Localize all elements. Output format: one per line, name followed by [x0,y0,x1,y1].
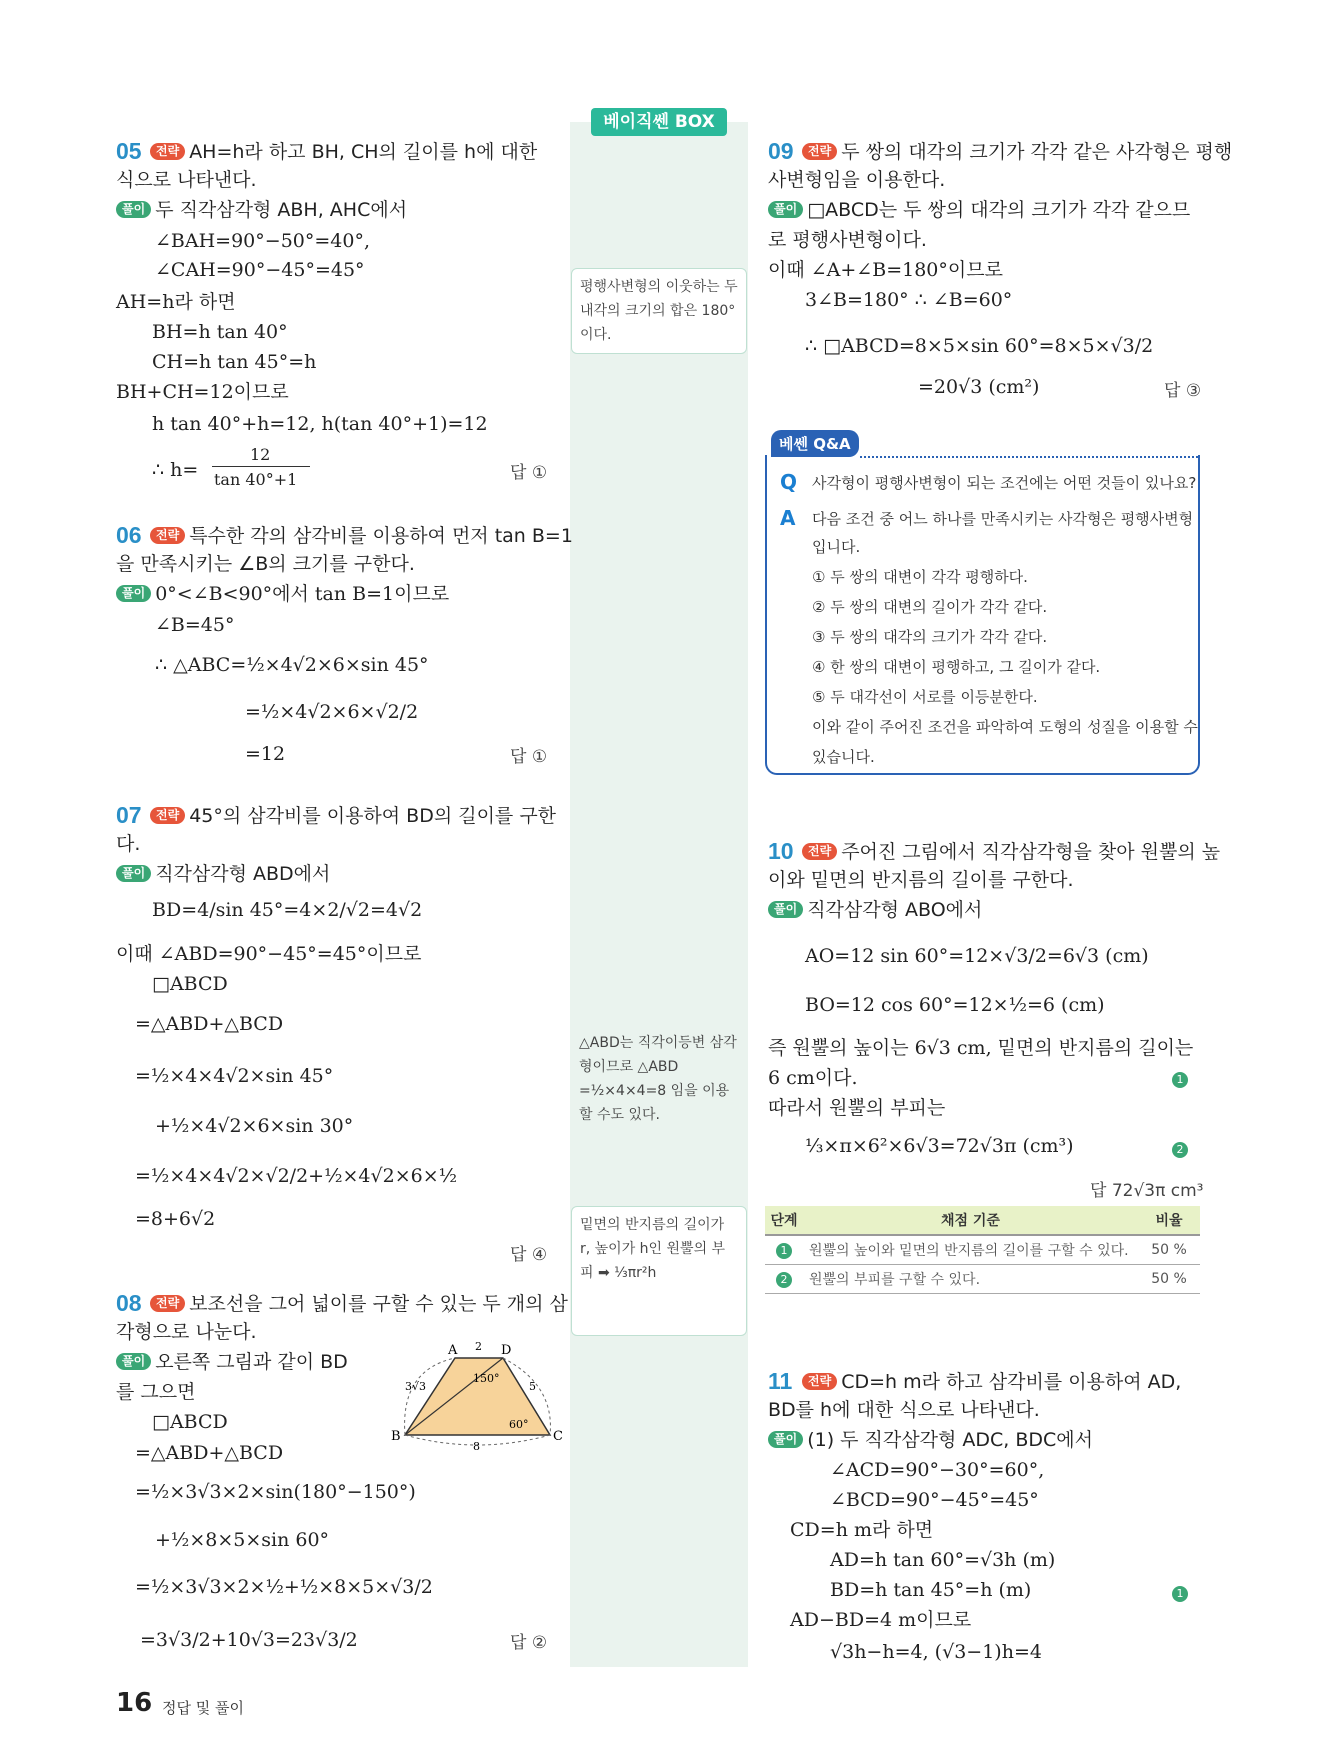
label-5: 5 [529,1380,536,1393]
fraction-denominator: tan 40°+1 [214,470,298,489]
solution-line: h tan 40°+h=12, h(tan 40°+1)=12 [152,413,488,435]
solution-line: CH=h tan 45°=h [152,351,317,373]
label-8: 8 [473,1440,480,1453]
strategy-badge: 전략 [150,1295,185,1312]
answer-mark: 답 ① [510,747,548,767]
strategy-text: 전략 특수한 각의 삼각비를 이용하여 먼저 tan B=1 [150,524,573,548]
qa-title-rule [860,456,1198,458]
solution-line: 3∠B=180° ∴ ∠B=60° [805,289,1013,311]
grading-header-row [765,1206,1200,1235]
qa-answer-intro: 다음 조건 중 어느 하나를 만족시키는 사각형은 평행사변형 [812,510,1194,528]
solution-line: ∴ △ABC=½×4√2×6×sin 45° [155,654,429,676]
solution-line: =½×4×4√2×sin 45° [135,1065,334,1087]
question-icon: Q [780,470,798,494]
qa-outro: 이와 같이 주어진 조건을 파악하여 도형의 성질을 이용할 수 [812,718,1198,736]
strategy-line-2: 을 만족시키는 ∠B의 크기를 구한다. [116,553,415,575]
strategy-line-2: 식으로 나타낸다. [116,169,257,191]
solution-line: 이때 ∠A+∠B=180°이므로 [768,259,1003,281]
solution-line: ∠B=45° [155,614,235,636]
solution-line: 풀이 오른쪽 그림과 같이 BD [116,1350,348,1374]
solution-badge: 풀이 [768,201,803,218]
basic-box-title: 베이직쎈 BOX [591,108,727,136]
problem-number: 10 [768,838,794,864]
solution-line: =½×4×4√2×√2/2+½×4√2×6×½ [135,1165,458,1187]
strategy-line-2: 다. [116,833,141,855]
solution-line: □ABCD [152,973,228,995]
solution-line: =△ABD+△BCD [135,1013,284,1035]
problem-number: 07 [116,802,142,828]
solution-line: ∠CAH=90°−45°=45° [155,259,365,281]
strategy-line-2: 사변형임을 이용한다. [768,169,946,191]
solution-line: =8+6√2 [135,1208,216,1230]
grading-criterion: 원뿔의 부피를 구할 수 있다. [803,1265,1138,1294]
solution-line: =△ABD+△BCD [135,1442,284,1464]
strategy-text: 전략 주어진 그림에서 직각삼각형을 찾아 원뿔의 높 [802,840,1220,864]
qa-item: ③ 두 쌍의 대각의 크기가 각각 같다. [812,628,1048,646]
step-icon: 1 [776,1243,792,1259]
solution-line: ∠BAH=90°−50°=40°, [155,230,371,252]
strategy-line-2: 이와 밑면의 반지름의 길이를 구한다. [768,869,1074,891]
strategy-line-2: 각형으로 나눈다. [116,1321,257,1343]
qa-item: ④ 한 쌍의 대변이 평행하고, 그 길이가 같다. [812,658,1101,676]
qa-answer-intro-2: 입니다. [812,538,861,556]
strategy-badge: 전략 [150,527,185,544]
strategy-badge: 전략 [802,143,837,160]
table-row [765,1265,1200,1294]
strategy-text: 전략 두 쌍의 대각의 크기가 각각 같은 사각형은 평행 [802,140,1232,164]
side-note-cone-volume: 밑면의 반지름의 길이가 r, 높이가 h인 원뿔의 부피 ➡ ⅓πr²h [571,1206,747,1336]
solution-line: 이때 ∠ABD=90°−45°=45°이므로 [116,943,422,965]
qa-outro-2: 있습니다. [812,748,875,766]
solution-line: 따라서 원뿔의 부피는 [768,1097,946,1119]
strategy-text [150,140,537,164]
solution-badge: 풀이 [116,865,151,882]
solution-line: ∠ACD=90°−30°=60°, [830,1459,1045,1481]
strategy-badge: 전략 [802,1373,837,1390]
solution-line: 풀이 직각삼각형 ABD에서 [116,862,330,886]
grading-ratio: 50 % [1138,1265,1200,1294]
solution-line: =3√3/2+10√3=23√3/2 [140,1629,358,1651]
solution-line: =12 [245,743,286,765]
problem-number: 06 [116,522,142,548]
label-c: C [553,1429,563,1444]
qa-question: 사각형이 평행사변형이 되는 조건에는 어떤 것들이 있나요? [812,474,1197,492]
solution-line: AH=h라 하면 [116,291,236,313]
solution-line: AO=12 sin 60°=12×√3/2=6√3 (cm) [805,945,1149,967]
quadrilateral-figure [385,1340,563,1453]
answer-icon: A [780,506,796,530]
label-60: 60° [509,1418,529,1431]
label-150: 150° [473,1372,500,1385]
qa-item: ① 두 쌍의 대변이 각각 평행하다. [812,568,1028,586]
solution-line: =20√3 (cm²) [918,376,1040,398]
solution-line: ∴ h= [152,459,199,481]
solution-line: ∠BCD=90°−45°=45° [830,1489,1039,1511]
fraction-numerator: 12 [250,445,271,464]
label-2: 2 [475,1340,482,1353]
answer-mark: 답 ③ [1164,381,1202,401]
strategy-line-2: BD를 h에 대한 식으로 나타낸다. [768,1399,1040,1421]
answer-mark: 답 ② [510,1633,548,1653]
strategy-badge: 전략 [150,807,185,824]
solution-line: BO=12 cos 60°=12×½=6 (cm) [805,994,1105,1016]
qa-item: ② 두 쌍의 대변의 길이가 각각 같다. [812,598,1048,616]
solution-line: BH=h tan 40° [152,321,288,343]
solution-line: ⅓×π×6²×6√3=72√3π (cm³) [805,1135,1074,1157]
solution-line: =½×3√3×2×sin(180°−150°) [135,1481,416,1503]
solution-line: 즉 원뿔의 높이는 6√3 cm, 밑면의 반지름의 길이는 [768,1037,1194,1059]
problem-number: 05 [116,138,142,164]
solution-line: =½×4√2×6×√2/2 [245,701,419,723]
solution-line: 6 cm이다. [768,1067,858,1089]
solution-line: BD=4/sin 45°=4×2/√2=4√2 [152,899,423,921]
solution-line: 를 그으면 [116,1381,196,1403]
qa-title: 베쎈 Q&A [771,430,859,457]
label-a: A [448,1343,458,1358]
solution-line: 풀이 두 직각삼각형 ABH, AHC에서 [116,198,407,222]
page-number: 16 [116,1688,153,1718]
problem-number: 09 [768,138,794,164]
solution-line: 풀이 (1) 두 직각삼각형 ADC, BDC에서 [768,1428,1093,1452]
fraction-bar [212,466,310,467]
strategy-badge: 전략 [150,143,185,160]
label-b: B [391,1429,401,1444]
grading-header: 단계 [765,1206,803,1235]
grading-header: 채점 기준 [803,1206,1138,1235]
step-1-marker: 1 [1172,1068,1188,1088]
answer-mark: 답 ① [510,463,548,483]
solution-badge: 풀이 [768,1431,803,1448]
qa-item: ⑤ 두 대각선이 서로를 이등분한다. [812,688,1038,706]
problem-number: 11 [768,1368,793,1394]
strategy-text: 전략 45°의 삼각비를 이용하여 BD의 길이를 구한 [150,804,556,828]
problem-number: 08 [116,1290,142,1316]
solution-line: 풀이 0°<∠B<90°에서 tan B=1이므로 [116,582,449,606]
label-3root3: 3√3 [405,1380,427,1393]
table-row [765,1235,1200,1265]
solution-line: AD=h tan 60°=√3h (m) [830,1549,1056,1571]
answer-mark: 답 ④ [510,1245,548,1265]
footer-label: 정답 및 풀이 [162,1699,244,1717]
grading-ratio: 50 % [1138,1235,1200,1265]
solution-line: BH+CH=12이므로 [116,381,289,403]
solution-line: 풀이 직각삼각형 ABO에서 [768,898,982,922]
label-d: D [501,1343,512,1358]
strategy-line: AH=h라 하고 BH, CH의 길이를 h에 대한 [189,141,538,163]
side-note-parallelogram: 평행사변형의 이웃하는 두 내각의 크기의 합은 180°이다. [571,268,747,354]
grading-table [765,1206,1200,1294]
solution-line: 로 평행사변형이다. [768,229,927,251]
step-icon: 2 [776,1272,792,1288]
answer-mark: 답 72√3π cm³ [1090,1181,1204,1201]
solution-line: □ABCD [152,1411,228,1433]
step-1-marker: 1 [1172,1582,1188,1602]
strategy-text: 전략 보조선을 그어 넓이를 구할 수 있는 두 개의 삼 [150,1292,568,1316]
strategy-text: 전략 CD=h m라 하고 삼각비를 이용하여 AD, [802,1370,1181,1394]
solution-line: AD−BD=4 m이므로 [790,1609,972,1631]
solution-line: CD=h m라 하면 [790,1519,934,1541]
solution-badge: 풀이 [116,1353,151,1370]
solution-line: =½×3√3×2×½+½×8×5×√3/2 [135,1576,433,1598]
grading-header: 비율 [1138,1206,1200,1235]
solution-line: BD=h tan 45°=h (m) [830,1579,1032,1601]
solution-line: +½×8×5×sin 60° [155,1529,330,1551]
strategy-badge: 전략 [802,843,837,860]
solution-line: √3h−h=4, (√3−1)h=4 [830,1641,1042,1663]
step-2-marker: 2 [1172,1138,1188,1158]
solution-line: ∴ □ABCD=8×5×sin 60°=8×5×√3/2 [805,335,1154,357]
grading-criterion: 원뿔의 높이와 밑면의 반지름의 길이를 구할 수 있다. [803,1235,1138,1265]
solution-line: +½×4√2×6×sin 30° [155,1115,354,1137]
solution-badge: 풀이 [116,201,151,218]
solution-badge: 풀이 [768,901,803,918]
solution-line: 풀이 □ABCD는 두 쌍의 대각의 크기가 각각 같으므 [768,198,1190,222]
solution-badge: 풀이 [116,585,151,602]
side-note-triangle-abd: △ABD는 직각이등변 삼각형이므로 △ABD =½×4×4=8 임을 이용할 수도 있다. [579,1035,737,1123]
